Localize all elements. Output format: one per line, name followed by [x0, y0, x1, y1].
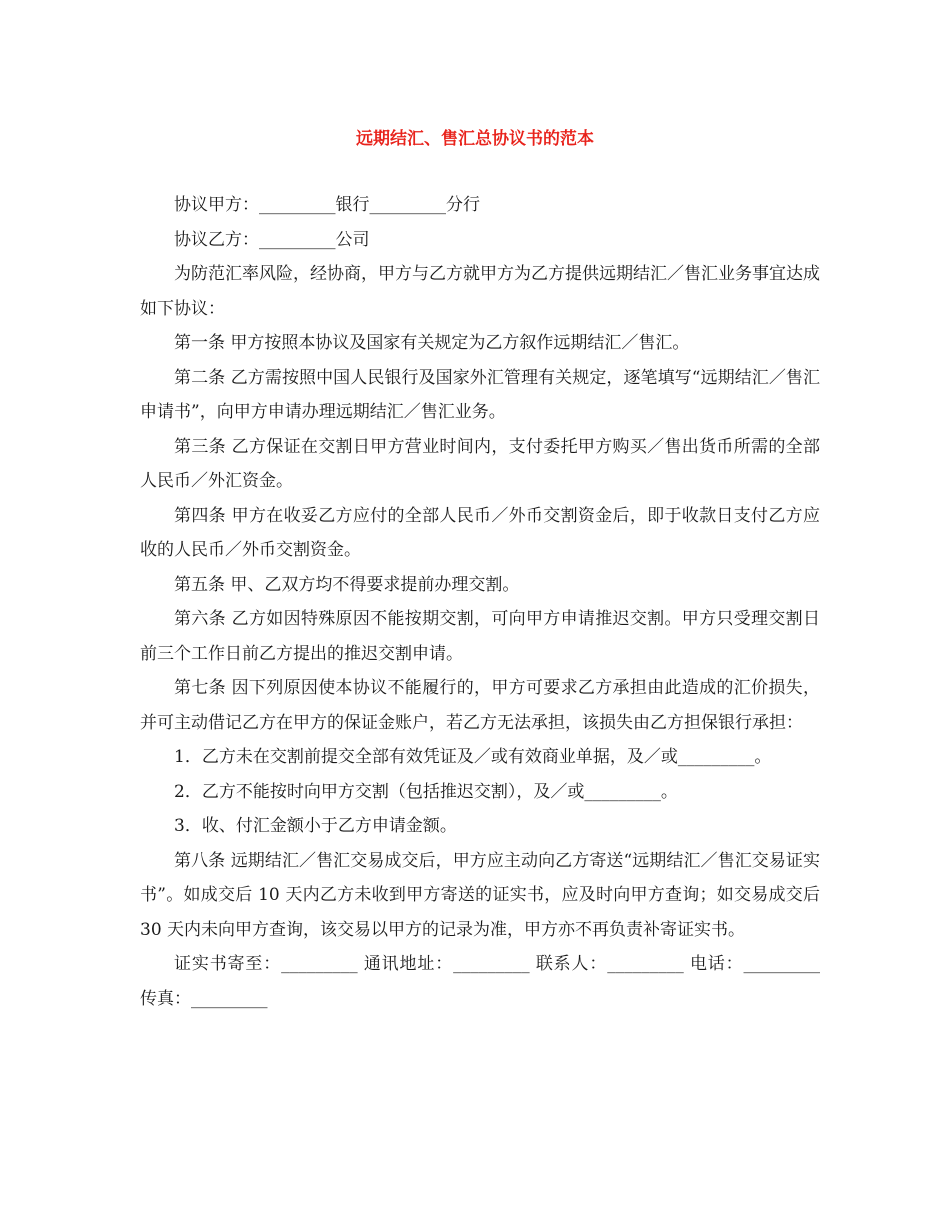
article-7-item-3: 3．收、付汇金额小于乙方申请金额。 — [174, 816, 457, 836]
party-a-line: 协议甲方：_________银行_________分行 — [174, 195, 480, 215]
article-8: 第八条 远期结汇／售汇交易成交后，甲方应主动向乙方寄送“远期结汇／售汇交易证实书”。如成交后 10 天内乙方未收到甲方寄送的证实书，应及时向甲方查询；如交易成交后 30 天内未向甲方查询，该交易以甲方的记录为准，甲方亦不再负责补寄证实书。 — [140, 850, 820, 940]
article-5: 第五条 甲、乙双方均不得要求提前办理交割。 — [174, 574, 520, 595]
document-title: 远期结汇、售汇总协议书的范本 — [356, 129, 594, 149]
article-7-item-1: 1．乙方未在交割前提交全部有效凭证及／或有效商业单据，及／或_________。 — [174, 747, 772, 767]
party-b-line: 协议乙方：_________公司 — [174, 229, 370, 250]
preamble-paragraph: 为防范汇率风险，经协商，甲方与乙方就甲方为乙方提供远期结汇／售汇业务事宜达成如下协议： — [140, 264, 820, 319]
article-2: 第二条 乙方需按照中国人民银行及国家外汇管理有关规定，逐笔填写“远期结汇／售汇申请书”，向甲方申请办理远期结汇／售汇业务。 — [140, 367, 820, 422]
article-7: 第七条 因下列原因使本协议不能履行的，甲方可要求乙方承担由此造成的汇价损失，并可主动借记乙方在甲方的保证金账户，若乙方无法承担，该损失由乙方担保银行承担： — [140, 678, 820, 733]
article-7-item-2: 2．乙方不能按时向甲方交割（包括推迟交割），及／或_________。 — [174, 781, 678, 802]
article-4: 第四条 甲方在收妥乙方应付的全部人民币／外币交割资金后，即于收款日支付乙方应收的人民币／外币交割资金。 — [140, 505, 820, 560]
article-3: 第三条 乙方保证在交割日甲方营业时间内，支付委托甲方购买／售出货币所需的全部人民币／外汇资金。 — [140, 436, 820, 491]
article-6: 第六条 乙方如因特殊原因不能按期交割，可向甲方申请推迟交割。甲方只受理交割日前三个工作日前乙方提出的推迟交割申请。 — [140, 609, 820, 664]
article-1: 第一条 甲方按照本协议及国家有关规定为乙方叙作远期结汇／售汇。 — [174, 333, 690, 353]
contact-line: 证实书寄至：_________ 通讯地址：_________ 联系人：_________ 电话：_________ 传真：_________ — [140, 954, 820, 1009]
document-body — [140, 188, 820, 1016]
